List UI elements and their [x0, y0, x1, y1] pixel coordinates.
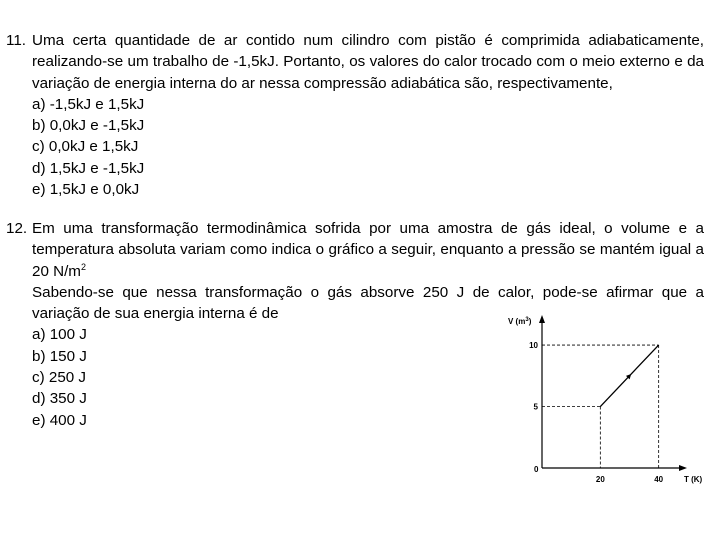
question-11-number: 11. — [6, 32, 26, 49]
question-11-option-c[interactable]: c) 0,0kJ e 1,5kJ — [32, 138, 139, 156]
question-12-option-a[interactable]: a) 100 J — [32, 326, 87, 344]
question-11-option-d[interactable]: d) 1,5kJ e -1,5kJ — [32, 159, 145, 177]
question-12-stem — [32, 218, 704, 282]
question-11-stem-row — [6, 30, 704, 94]
question-12-number: 12. — [6, 220, 28, 237]
x-tick-label: 20 — [595, 475, 605, 484]
question-11-option-e[interactable]: e) 1,5kJ e 0,0kJ — [32, 181, 140, 199]
question-12-option-c[interactable]: c) 250 J — [32, 369, 87, 387]
question-12-stem-text: Em uma transformação termodinâmica sofrida por uma amostra de gás ideal, o volume e a temperatura absoluta variam como indica o gráfico a seguir, enquanto a pressão se mantém igual a 20 N/m — [32, 220, 704, 280]
origin-label: 0 — [534, 465, 539, 474]
question-12-option-d[interactable]: d) 350 J — [32, 390, 87, 408]
x-axis-label: T (K) — [684, 475, 703, 484]
question-11-options — [32, 94, 704, 200]
question-12-stem-row — [6, 218, 704, 282]
volume-temperature-graph — [490, 306, 710, 540]
question-11-option-b[interactable]: b) 0,0kJ e -1,5kJ — [32, 117, 145, 135]
y-tick-label: 10 — [529, 341, 538, 351]
question-12-option-b[interactable]: b) 150 J — [32, 347, 87, 365]
question-11-option-a[interactable]: a) -1,5kJ e 1,5kJ — [32, 95, 145, 113]
question-12-stem-2: Sabendo-se que nessa transformação o gás absorve 250 J de calor, pode-se afirmar que a variação de sua energia interna é de — [32, 283, 704, 323]
y-axis-label: V $(m^3)$ — [508, 317, 532, 326]
question-11-stem: Uma certa quantidade de ar contido num cilindro com pistão é comprimida adiabaticamente, realizando-se um trabalho de -1,5kJ. Portanto, os valores do calor trocado com o meio externo e da variação de energia interna do ar nessa compressão adiabática são, respectivamente, — [32, 32, 704, 92]
y-tick-label: 5 — [533, 402, 538, 412]
question-11 — [6, 30, 704, 200]
y-axis-arrow — [539, 315, 545, 323]
x-axis-arrow — [679, 465, 687, 471]
question-12-stem-superscript: 2 — [80, 261, 86, 272]
question-12-option-e[interactable]: e) 400 J — [32, 411, 87, 429]
x-tick-label: 40 — [654, 475, 664, 484]
